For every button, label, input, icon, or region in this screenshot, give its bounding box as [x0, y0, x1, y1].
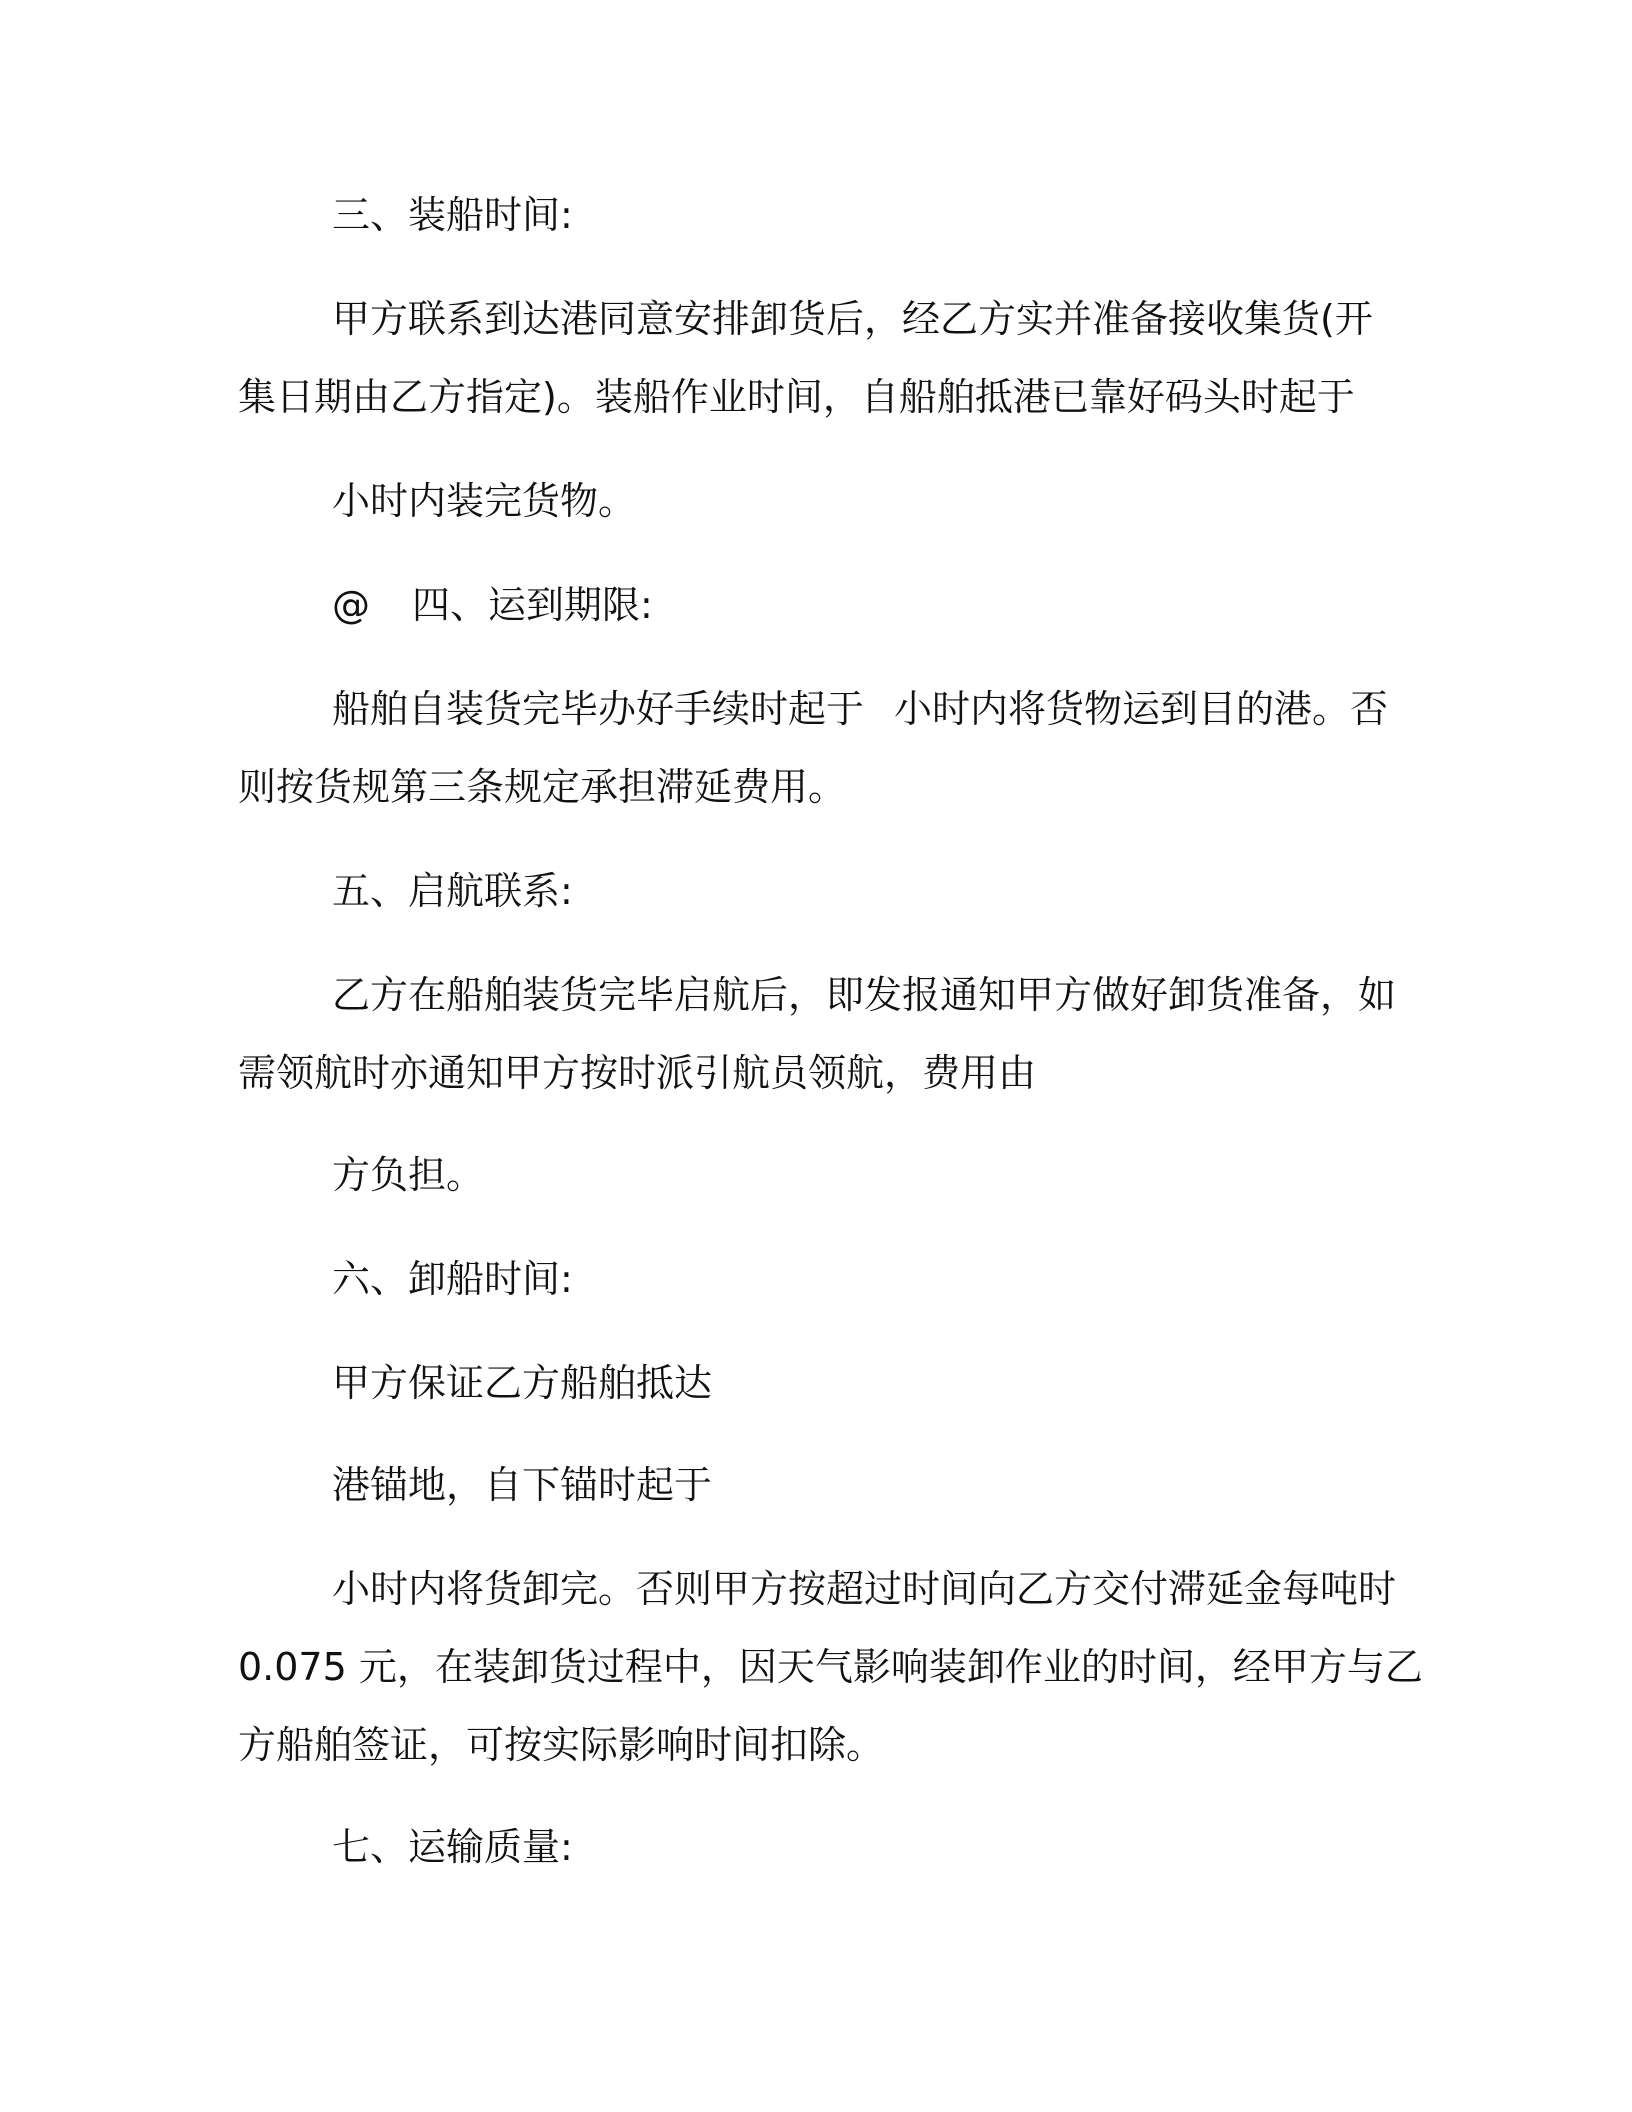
section-5-para-line-2: 需领航时亦通知甲方按时派引航员领航，费用由	[238, 1051, 1037, 1095]
section-5-para-line-1: 乙方在船舶装货完毕启航后，即发报通知甲方做好卸货准备，如	[332, 973, 1397, 1017]
section-6-para-2: 港锚地，自下锚时起于	[332, 1463, 713, 1507]
section-3-para-line-1: 甲方联系到达港同意安排卸货后，经乙方实并准备接收集货(开	[332, 297, 1373, 341]
at-symbol: @	[332, 583, 370, 627]
section-3-para-line-3: 小时内装完货物。	[332, 479, 637, 523]
section-4-heading: 四、运到期限:	[412, 583, 653, 627]
section-7-heading: 七、运输质量:	[332, 1825, 573, 1869]
section-4-para-line-2: 则按货规第三条规定承担滞延费用。	[238, 765, 847, 809]
section-4-para-line-1	[332, 684, 1388, 734]
section-3-heading: 三、装船时间:	[332, 193, 573, 237]
section-5-para-line-3: 方负担。	[332, 1153, 485, 1197]
section-6-para-3-line-1: 小时内将货卸完。否则甲方按超过时间向乙方交付滞延金每吨时	[332, 1567, 1397, 1611]
section-4-para-line-1-part-a: 船舶自装货完毕办好手续时起于	[332, 687, 865, 731]
section-6-para-3-line-2: 0.075 元，在装卸货过程中，因天气影响装卸作业的时间，经甲方与乙	[238, 1645, 1423, 1689]
section-3-para-line-2: 集日期由乙方指定)。装船作业时间，自船舶抵港已靠好码头时起于	[238, 375, 1355, 419]
section-4-para-line-1-part-b: 小时内将货物运到目的港。否	[894, 687, 1389, 731]
section-6-para-3-line-3: 方船舶签证，可按实际影响时间扣除。	[238, 1723, 885, 1767]
section-5-heading: 五、启航联系:	[332, 869, 573, 913]
section-6-para-1: 甲方保证乙方船舶抵达	[332, 1361, 713, 1405]
section-6-heading: 六、卸船时间:	[332, 1257, 573, 1301]
